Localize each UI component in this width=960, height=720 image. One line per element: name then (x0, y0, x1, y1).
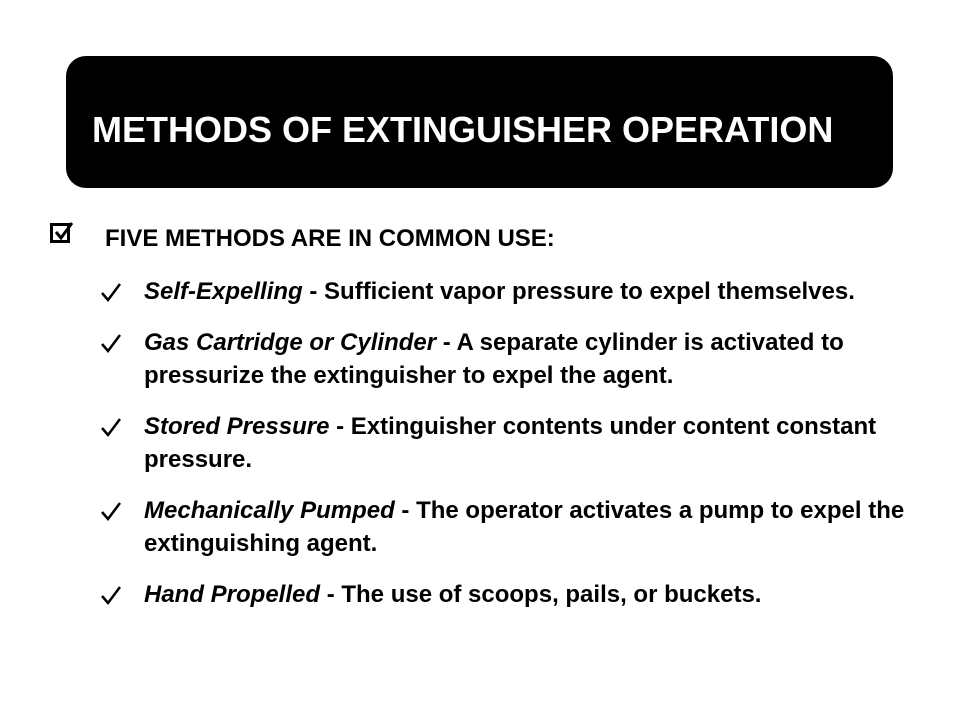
method-description: - A separate cylinder is activated to pressurize the extinguisher to expel the agent. (144, 329, 844, 389)
methods-list (100, 275, 940, 629)
method-term: Mechanically Pumped (144, 497, 395, 524)
checkmark-icon (100, 500, 122, 522)
list-item (100, 275, 940, 308)
checkmark-icon (100, 332, 122, 354)
main-point (50, 221, 850, 255)
method-description: - The operator activates a pump to expel the extinguishing agent. (144, 497, 905, 557)
list-item (100, 578, 940, 611)
list-item (100, 494, 940, 560)
method-term: Hand Propelled (144, 581, 321, 608)
checkmark-icon (100, 584, 122, 606)
method-term: Gas Cartridge or Cylinder (144, 329, 437, 356)
checkmark-icon (100, 416, 122, 438)
method-description: - The use of scoops, pails, or buckets. (320, 581, 762, 608)
method-term: Stored Pressure (144, 413, 330, 440)
list-item (100, 410, 940, 476)
method-description: - Extinguisher contents under content constant pressure. (144, 413, 877, 473)
slide-title: METHODS OF EXTINGUISHER OPERATION (92, 109, 834, 150)
checkbox-checked-icon (50, 223, 70, 243)
checkmark-icon (100, 281, 122, 303)
main-point-text: FIVE METHODS ARE IN COMMON USE: (105, 225, 555, 252)
list-item (100, 326, 940, 392)
method-description: - Sufficient vapor pressure to expel themselves. (302, 278, 855, 305)
title-banner (66, 56, 893, 188)
method-term: Self-Expelling (144, 278, 303, 305)
